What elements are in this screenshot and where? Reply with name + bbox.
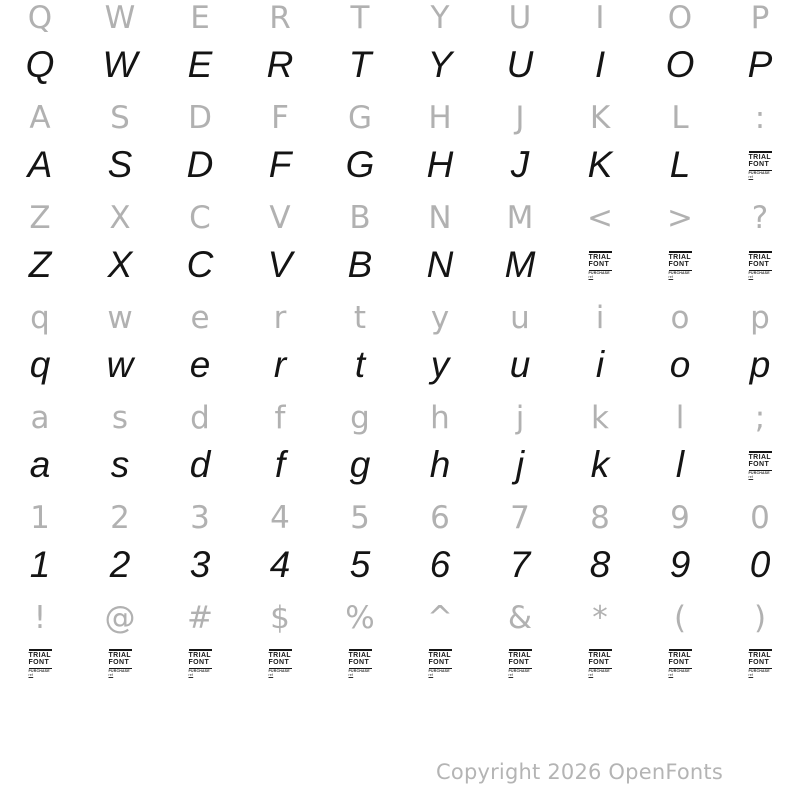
trial-glyph-row: [0, 544, 800, 585]
reference-glyph: N: [428, 200, 452, 236]
trial-font-badge: [189, 649, 212, 678]
badge-top-rule: [749, 451, 772, 453]
reference-glyph: U: [508, 0, 532, 36]
badge-small-line2: ref: [748, 672, 754, 677]
reference-glyph: M: [506, 200, 534, 236]
reference-glyph: C: [189, 200, 211, 236]
trial-glyph: 0: [749, 544, 771, 585]
badge-small-line2: ref: [588, 274, 594, 279]
trial-glyph: X: [107, 244, 133, 285]
trial-glyph: e: [189, 344, 211, 385]
reference-glyph: w: [107, 300, 133, 336]
trial-glyph: B: [347, 244, 373, 285]
badge-small-line1: PURCHASE: [28, 668, 50, 673]
reference-glyph: H: [428, 100, 452, 136]
reference-glyph-row: [0, 100, 800, 134]
trial-font-badge: [429, 649, 452, 678]
restricted-glyph-cell: [640, 644, 720, 682]
trial-glyph: w: [106, 344, 134, 385]
reference-glyph: l: [675, 400, 685, 436]
badge-top-rule: [669, 251, 692, 253]
trial-glyph: j: [515, 444, 525, 485]
trial-font-badge: [589, 251, 612, 280]
restricted-glyph-cell: [640, 244, 720, 286]
reference-glyph: j: [515, 400, 525, 436]
trial-glyph: Y: [427, 44, 453, 85]
badge-title-line2: FONT: [588, 659, 610, 667]
badge-title-line2: FONT: [748, 261, 770, 269]
reference-glyph-row: [0, 300, 800, 334]
trial-glyph-row: [0, 444, 800, 485]
restricted-glyph-cell: [160, 644, 240, 682]
reference-glyph-row: [0, 500, 800, 534]
trial-glyph: h: [429, 444, 451, 485]
trial-glyph-row: [0, 244, 800, 285]
badge-small-line2: ref: [28, 672, 34, 677]
glyph-row-group: [0, 600, 800, 700]
badge-title-line1: TRIAL: [188, 652, 212, 660]
badge-top-rule: [269, 649, 292, 651]
restricted-glyph-cell: [720, 144, 800, 186]
reference-glyph: g: [350, 400, 370, 436]
restricted-glyph-cell: [720, 644, 800, 682]
badge-title-line1: TRIAL: [268, 652, 292, 660]
restricted-glyph-cell: [720, 444, 800, 486]
badge-small-line1: PURCHASE: [668, 270, 690, 275]
reference-glyph: &: [507, 600, 533, 636]
trial-glyph-row: [0, 144, 800, 185]
reference-glyph: F: [271, 100, 289, 136]
reference-glyph: 8: [590, 500, 610, 536]
trial-glyph: U: [506, 44, 534, 85]
trial-glyph: W: [102, 44, 138, 85]
badge-small-line2: ref: [108, 672, 114, 677]
badge-title-line1: TRIAL: [508, 652, 532, 660]
reference-glyph: $: [270, 600, 290, 636]
badge-small-line1: PURCHASE: [748, 270, 770, 275]
reference-glyph: V: [269, 200, 291, 236]
reference-glyph: e: [190, 300, 210, 336]
trial-glyph: F: [268, 144, 292, 185]
reference-glyph-row: [0, 0, 800, 34]
badge-top-rule: [109, 649, 132, 651]
reference-glyph: 3: [190, 500, 210, 536]
trial-font-badge: [589, 649, 612, 678]
badge-small-line2: ref: [188, 672, 194, 677]
reference-glyph: Q: [27, 0, 53, 36]
reference-glyph: h: [430, 400, 450, 436]
reference-glyph: #: [187, 600, 213, 636]
reference-glyph: W: [104, 0, 136, 36]
badge-top-rule: [29, 649, 52, 651]
trial-glyph: H: [426, 144, 454, 185]
reference-glyph: Y: [430, 0, 450, 36]
reference-glyph: L: [671, 100, 689, 136]
reference-glyph: o: [670, 300, 690, 336]
restricted-glyph-cell: [720, 244, 800, 286]
reference-glyph: k: [591, 400, 609, 436]
trial-glyph: y: [430, 344, 450, 385]
badge-title-line1: TRIAL: [748, 154, 772, 162]
trial-font-badge: [349, 649, 372, 678]
badge-top-rule: [589, 251, 612, 253]
trial-glyph-row: [0, 644, 800, 682]
badge-small-line2: ref: [348, 672, 354, 677]
badge-title-line1: TRIAL: [668, 652, 692, 660]
trial-glyph-row: [0, 44, 800, 85]
trial-glyph: u: [509, 344, 531, 385]
reference-glyph: X: [109, 200, 131, 236]
badge-top-rule: [669, 649, 692, 651]
trial-glyph: p: [749, 344, 771, 385]
trial-glyph: V: [267, 244, 293, 285]
badge-title-line2: FONT: [668, 261, 690, 269]
reference-glyph: ): [753, 600, 767, 636]
reference-glyph: :: [754, 100, 766, 136]
badge-title-line2: FONT: [668, 659, 690, 667]
reference-glyph: d: [190, 400, 210, 436]
badge-top-rule: [429, 649, 452, 651]
glyph-row-group: [0, 200, 800, 300]
trial-font-badge: [269, 649, 292, 678]
trial-glyph: 1: [29, 544, 51, 585]
trial-glyph: L: [669, 144, 691, 185]
badge-small-line1: PURCHASE: [748, 170, 770, 175]
trial-glyph: R: [266, 44, 294, 85]
reference-glyph: *: [592, 600, 608, 636]
glyph-row-group: [0, 100, 800, 200]
restricted-glyph-cell: [400, 644, 480, 682]
badge-small-line1: PURCHASE: [748, 470, 770, 475]
trial-glyph: l: [675, 444, 685, 485]
restricted-glyph-cell: [560, 644, 640, 682]
reference-glyph: J: [515, 100, 525, 136]
reference-glyph: 4: [270, 500, 290, 536]
reference-glyph-row: [0, 600, 800, 634]
badge-title-line2: FONT: [508, 659, 530, 667]
restricted-glyph-cell: [240, 644, 320, 682]
badge-small-line2: ref: [748, 474, 754, 479]
reference-glyph: y: [430, 300, 450, 336]
badge-top-rule: [189, 649, 212, 651]
trial-glyph: J: [510, 144, 530, 185]
reference-glyph: 0: [750, 500, 770, 536]
reference-glyph: >: [667, 200, 693, 236]
reference-glyph: p: [750, 300, 770, 336]
trial-glyph: 9: [669, 544, 691, 585]
badge-title-line2: FONT: [428, 659, 450, 667]
trial-glyph-row: [0, 344, 800, 385]
reference-glyph: T: [350, 0, 370, 36]
trial-glyph: G: [345, 144, 375, 185]
restricted-glyph-cell: [320, 644, 400, 682]
reference-glyph: %: [345, 600, 375, 636]
trial-font-badge: [749, 251, 772, 280]
trial-glyph: o: [669, 344, 691, 385]
badge-top-rule: [749, 251, 772, 253]
reference-glyph: t: [353, 300, 367, 336]
reference-glyph: r: [273, 300, 287, 336]
reference-glyph: u: [510, 300, 530, 336]
badge-small-line2: ref: [668, 672, 674, 677]
reference-glyph-row: [0, 200, 800, 234]
badge-title-line1: TRIAL: [588, 254, 612, 262]
reference-glyph: D: [188, 100, 212, 136]
trial-glyph: i: [595, 344, 605, 385]
badge-small-line1: PURCHASE: [508, 668, 530, 673]
copyright-text: Copyright 2026 OpenFonts: [436, 760, 723, 784]
badge-title-line1: TRIAL: [28, 652, 52, 660]
badge-small-line1: PURCHASE: [268, 668, 290, 673]
badge-small-line2: ref: [748, 174, 754, 179]
reference-glyph: ^: [427, 600, 453, 636]
badge-top-rule: [749, 649, 772, 651]
badge-small-line1: PURCHASE: [108, 668, 130, 673]
trial-glyph: E: [187, 44, 213, 85]
badge-title-line1: TRIAL: [588, 652, 612, 660]
trial-glyph: 5: [349, 544, 371, 585]
trial-glyph: s: [110, 444, 130, 485]
trial-glyph: A: [27, 144, 53, 185]
badge-small-line1: PURCHASE: [428, 668, 450, 673]
restricted-glyph-cell: [480, 644, 560, 682]
badge-top-rule: [509, 649, 532, 651]
badge-top-rule: [589, 649, 612, 651]
trial-glyph: Z: [28, 244, 52, 285]
reference-glyph: I: [595, 0, 605, 36]
trial-glyph: d: [189, 444, 211, 485]
reference-glyph: 6: [430, 500, 450, 536]
trial-font-badge: [749, 649, 772, 678]
trial-glyph: Q: [25, 44, 55, 85]
reference-glyph: (: [673, 600, 687, 636]
trial-glyph: q: [29, 344, 51, 385]
glyph-row-group: [0, 0, 800, 100]
trial-font-badge: [29, 649, 52, 678]
trial-glyph: P: [747, 44, 773, 85]
reference-glyph: 9: [670, 500, 690, 536]
reference-glyph: R: [269, 0, 291, 36]
trial-glyph: T: [348, 44, 372, 85]
restricted-glyph-cell: [80, 644, 160, 682]
trial-glyph: D: [186, 144, 214, 185]
badge-small-line1: PURCHASE: [668, 668, 690, 673]
badge-title-line1: TRIAL: [748, 652, 772, 660]
badge-small-line2: ref: [428, 672, 434, 677]
reference-glyph: E: [190, 0, 210, 36]
trial-glyph: I: [594, 44, 606, 85]
badge-small-line2: ref: [508, 672, 514, 677]
badge-title-line1: TRIAL: [748, 454, 772, 462]
trial-glyph: t: [354, 344, 366, 385]
reference-glyph: @: [104, 600, 136, 636]
trial-font-badge: [509, 649, 532, 678]
reference-glyph: P: [750, 0, 770, 36]
badge-small-line1: PURCHASE: [588, 668, 610, 673]
badge-title-line1: TRIAL: [348, 652, 372, 660]
trial-glyph: r: [273, 344, 287, 385]
badge-small-line2: ref: [668, 274, 674, 279]
reference-glyph: s: [111, 400, 129, 436]
trial-glyph: C: [186, 244, 214, 285]
glyph-row-group: [0, 400, 800, 500]
badge-title-line1: TRIAL: [428, 652, 452, 660]
trial-glyph: O: [665, 44, 695, 85]
trial-glyph: 7: [509, 544, 531, 585]
badge-title-line2: FONT: [28, 659, 50, 667]
badge-small-line1: PURCHASE: [188, 668, 210, 673]
reference-glyph: 1: [30, 500, 50, 536]
badge-small-line1: PURCHASE: [348, 668, 370, 673]
trial-font-badge: [749, 151, 772, 180]
trial-glyph: 8: [589, 544, 611, 585]
reference-glyph: 5: [350, 500, 370, 536]
trial-font-badge: [669, 251, 692, 280]
badge-title-line2: FONT: [188, 659, 210, 667]
reference-glyph: B: [349, 200, 371, 236]
trial-font-badge: [749, 451, 772, 480]
reference-glyph: K: [589, 100, 611, 136]
badge-top-rule: [349, 649, 372, 651]
badge-title-line2: FONT: [588, 261, 610, 269]
trial-glyph: g: [349, 444, 371, 485]
trial-glyph: K: [587, 144, 613, 185]
reference-glyph: ?: [751, 200, 769, 236]
badge-title-line2: FONT: [108, 659, 130, 667]
trial-glyph: 2: [109, 544, 131, 585]
reference-glyph: ;: [754, 400, 766, 436]
badge-title-line2: FONT: [268, 659, 290, 667]
reference-glyph: 7: [510, 500, 530, 536]
reference-glyph: G: [347, 100, 373, 136]
reference-glyph: q: [30, 300, 50, 336]
badge-title-line1: TRIAL: [668, 254, 692, 262]
badge-title-line2: FONT: [748, 161, 770, 169]
trial-glyph: M: [504, 244, 536, 285]
reference-glyph: A: [29, 100, 51, 136]
trial-glyph: N: [426, 244, 454, 285]
reference-glyph-row: [0, 400, 800, 434]
badge-title-line1: TRIAL: [108, 652, 132, 660]
restricted-glyph-cell: [560, 244, 640, 286]
badge-title-line2: FONT: [748, 461, 770, 469]
trial-font-badge: [109, 649, 132, 678]
badge-title-line1: TRIAL: [748, 254, 772, 262]
badge-small-line1: PURCHASE: [588, 270, 610, 275]
reference-glyph: !: [33, 600, 47, 636]
restricted-glyph-cell: [0, 644, 80, 682]
trial-glyph: 6: [429, 544, 451, 585]
glyph-row-group: [0, 300, 800, 400]
glyph-row-group: [0, 500, 800, 600]
badge-small-line1: PURCHASE: [748, 668, 770, 673]
badge-small-line2: ref: [748, 274, 754, 279]
reference-glyph: i: [595, 300, 605, 336]
trial-glyph: 3: [189, 544, 211, 585]
badge-small-line2: ref: [268, 672, 274, 677]
reference-glyph: a: [30, 400, 50, 436]
trial-glyph: a: [29, 444, 51, 485]
badge-small-line2: ref: [588, 672, 594, 677]
badge-title-line2: FONT: [748, 659, 770, 667]
trial-font-badge: [669, 649, 692, 678]
trial-glyph: S: [107, 144, 133, 185]
reference-glyph: O: [667, 0, 693, 36]
badge-title-line2: FONT: [348, 659, 370, 667]
reference-glyph: f: [274, 400, 286, 436]
reference-glyph: 2: [110, 500, 130, 536]
trial-glyph: f: [274, 444, 286, 485]
badge-top-rule: [749, 151, 772, 153]
trial-glyph: 4: [269, 544, 291, 585]
reference-glyph: S: [110, 100, 130, 136]
reference-glyph: <: [587, 200, 613, 236]
trial-glyph: k: [590, 444, 610, 485]
reference-glyph: Z: [29, 200, 51, 236]
